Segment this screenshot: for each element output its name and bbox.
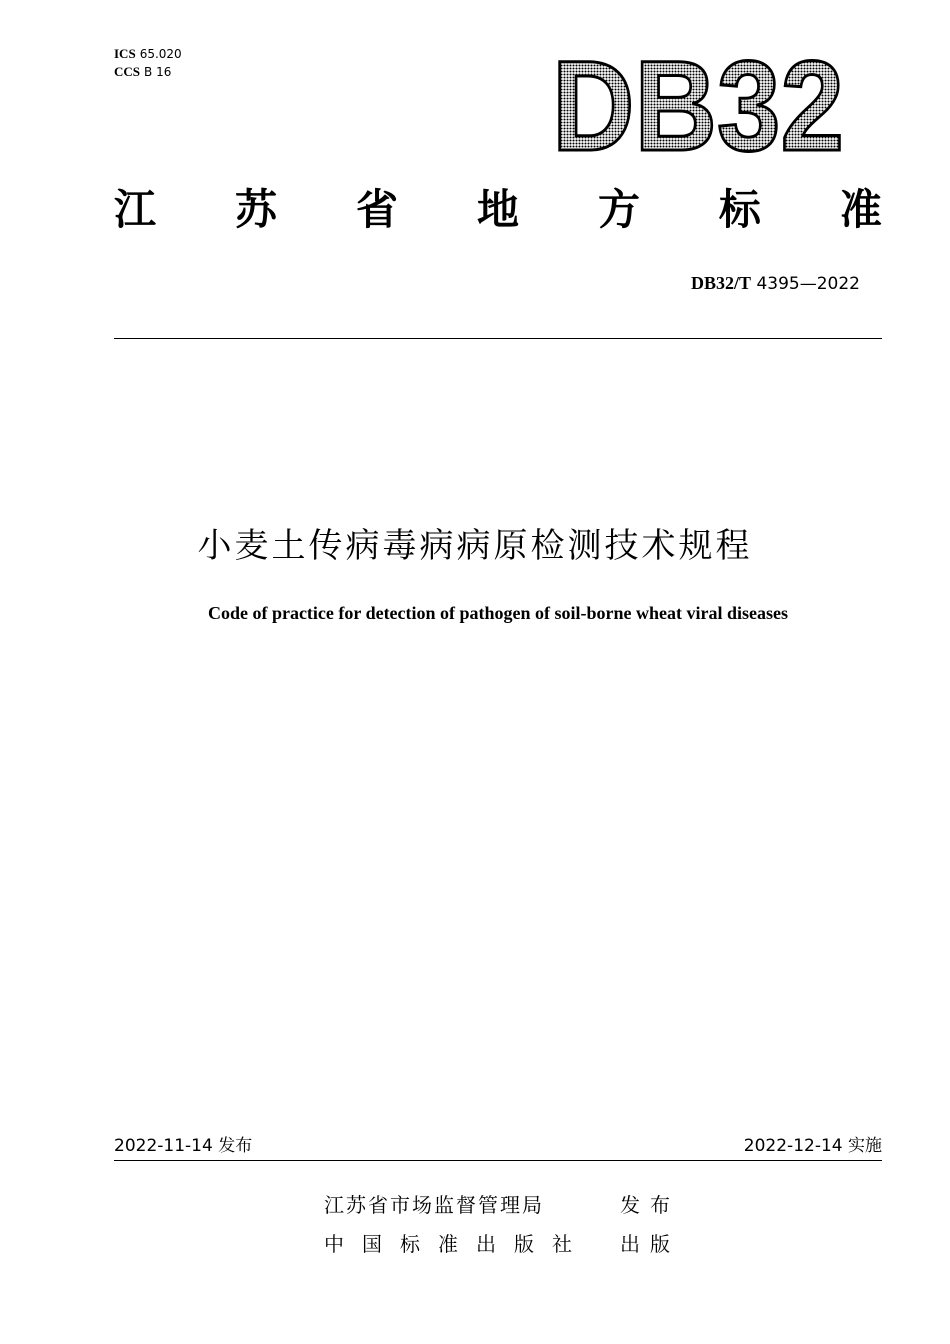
province-title-char: 江 xyxy=(114,185,157,234)
province-title-char: 准 xyxy=(839,185,882,234)
province-title-char: 省 xyxy=(355,185,398,234)
ccs-label: CCS xyxy=(114,64,141,79)
province-title-char: 苏 xyxy=(234,185,277,234)
printer-action: 出版 xyxy=(620,1232,680,1256)
issuer-name: 江苏省市场监督管理局 xyxy=(324,1193,544,1217)
document-title-cn: 小麦土传病毒病病原检测技术规程 xyxy=(197,526,753,566)
standard-number xyxy=(691,273,860,294)
issuer-action: 发布 xyxy=(620,1193,680,1217)
release-date: 2022-11-14 发布 xyxy=(114,1136,253,1156)
ics-label: ICS xyxy=(114,46,136,61)
top-divider xyxy=(114,338,882,339)
db32-logo xyxy=(548,46,848,158)
logo-text: DB32 xyxy=(552,46,844,158)
standard-number-value: 4395—2022 xyxy=(756,274,860,294)
bottom-divider xyxy=(114,1160,882,1161)
ccs-value: B 16 xyxy=(144,65,172,79)
ccs-line xyxy=(114,63,182,81)
ics-value: 65.020 xyxy=(139,47,182,61)
printer-name: 中国标准出版社 xyxy=(324,1232,590,1256)
document-title-en: Code of practice for detection of pathogen of soil-borne wheat viral diseases xyxy=(207,603,789,623)
implement-date: 2022-12-14 实施 xyxy=(743,1136,882,1156)
standard-number-prefix: DB32/T xyxy=(691,273,752,293)
province-title-char: 地 xyxy=(476,185,519,234)
ics-line xyxy=(114,45,182,63)
province-standard-title xyxy=(114,180,882,240)
province-title-char: 方 xyxy=(597,185,640,234)
province-title-char: 标 xyxy=(718,185,761,234)
classification-codes xyxy=(114,45,182,81)
